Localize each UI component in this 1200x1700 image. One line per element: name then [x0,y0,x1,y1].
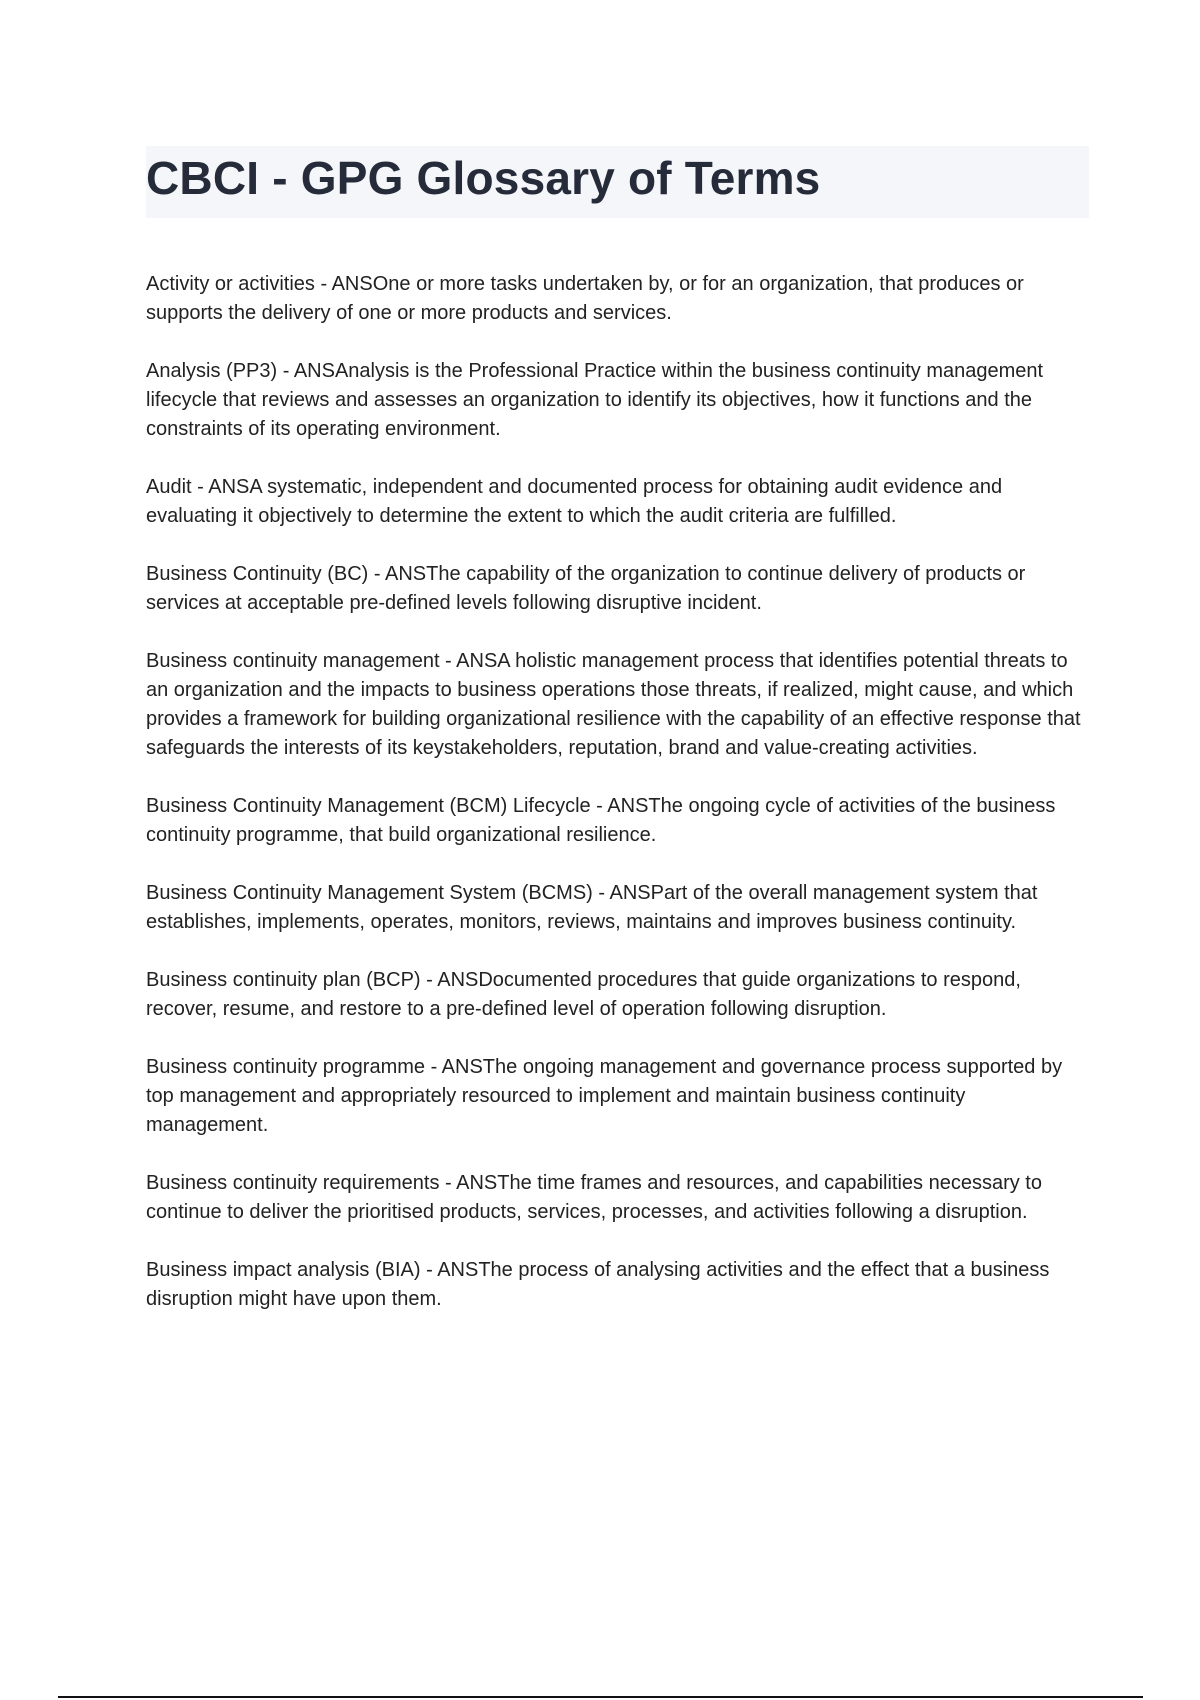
glossary-entry: Business Continuity (BC) - ANSThe capability of the organization to continue delivery of products or services at acceptable pre-defined levels following disruptive incident. [146,563,1026,614]
glossary-entry: Business continuity plan (BCP) - ANSDocumented procedures that guide organizations to respond, recover, resume, and restore to a pre-defined level of operation following disruption. [146,969,1021,1020]
glossary-entry: Business impact analysis (BIA) - ANSThe process of analysing activities and the effect that a business disruption might have upon them. [146,1259,1050,1310]
glossary-entry: Business continuity management - ANSA holistic management process that identifies potential threats to an organization and the impacts to business operations those threats, if realized, might cause, and which provides a framework for building organizational resilience with the capability of an effective response that safeguards the interests of its keystakeholders, reputation, brand and value-creating activities. [146,650,1081,759]
glossary-entry: Business continuity requirements - ANSThe time frames and resources, and capabilities necessary to continue to deliver the prioritised products, services, processes, and activities following a disruption. [146,1172,1042,1223]
glossary-entry: Audit - ANSA systematic, independent and documented process for obtaining audit evidence and evaluating it objectively to determine the extent to which the audit criteria are fulfilled. [146,476,1003,527]
glossary-entry: Business continuity programme - ANSThe ongoing management and governance process supported by top management and appropriately resourced to implement and maintain business continuity management. [146,1056,1063,1136]
glossary-entry: Analysis (PP3) - ANSAnalysis is the Professional Practice within the business continuity management lifecycle that reviews and assesses an organization to identify its objectives, how it functions and the constraints of its operating environment. [146,360,1044,440]
page-title: CBCI - GPG Glossary of Terms [146,152,821,204]
page-bottom-rule [58,1696,1143,1698]
glossary-entry: Activity or activities - ANSOne or more tasks undertaken by, or for an organization, that produces or supports the delivery of one or more products and services. [146,273,1024,324]
title-band [146,146,1089,218]
glossary-list [146,270,1090,1343]
glossary-entry: Business Continuity Management (BCM) Lifecycle - ANSThe ongoing cycle of activities of the business continuity programme, that build organizational resilience. [146,795,1056,846]
glossary-entry: Business Continuity Management System (BCMS) - ANSPart of the overall management system that establishes, implements, operates, monitors, reviews, maintains and improves business continuity. [146,882,1038,933]
